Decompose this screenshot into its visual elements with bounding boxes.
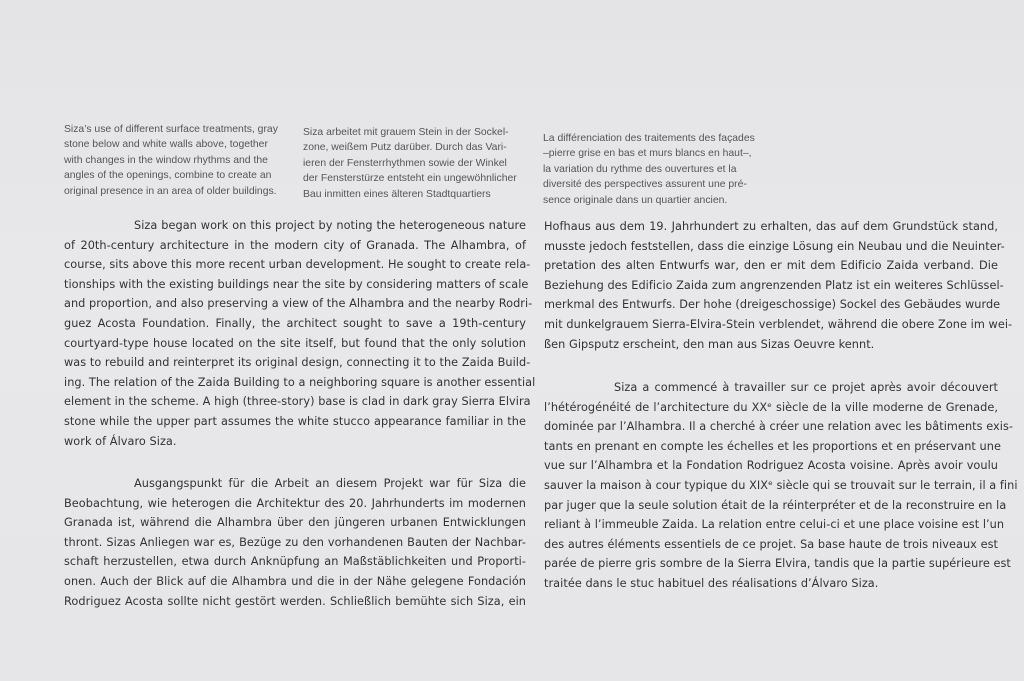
body-line: reliant à l’immeuble Zaida. La relation entre celui-ci et une place voisine est l’un xyxy=(544,518,1005,532)
body-line: courtyard-type house located on the site itself, but found that the only solution xyxy=(64,336,526,350)
body-line: par juger que la seule solution était de la réinterpréter et de la reconstruire en la xyxy=(544,498,1007,512)
caption-line: with changes in the window rhythms and the xyxy=(64,154,268,166)
body-line: vue sur l’Alhambra et la Fondation Rodriguez Acosta voisine. Après avoir voulu xyxy=(544,459,998,473)
body-line: course, sits above this more recent urban development. He sought to create rela- xyxy=(64,258,531,272)
body-line: tionships with the existing buildings near the site by considering matters of scale xyxy=(64,277,529,291)
body-german-part1 xyxy=(64,474,526,611)
caption-english xyxy=(64,122,296,199)
body-line: ßen Gipsputz erscheint, den man aus Sizas Oeuvre kennt. xyxy=(544,337,875,351)
caption-line: la variation du rythme des ouvertures et la xyxy=(543,163,737,175)
body-line: des autres éléments essentiels de ce projet. Sa base haute de trois niveaux est xyxy=(544,537,998,551)
body-line: Hofhaus aus dem 19. Jahrhundert zu erhalten, das auf dem Grundstück stand, xyxy=(544,220,998,233)
body-line: sauver la maison à cour typique du XIXᵉ siècle qui se trouvait sur le terrain, il a fini xyxy=(544,478,1018,492)
caption-line: der Fensterstürze entsteht ein ungewöhnlicher xyxy=(303,173,517,185)
caption-line: angles of the openings, combine to create an xyxy=(64,170,272,182)
caption-german xyxy=(303,125,531,202)
body-line: and proportion, and also preserving a view of the Alhambra and the nearby Rodri- xyxy=(64,297,533,311)
caption-french xyxy=(543,131,773,208)
body-line: stone while the upper part assumes the white stucco appearance familiar in the xyxy=(64,414,526,428)
body-line: l’hétérogénéité de l’architecture du XXᵉ siècle de la ville moderne de Grenade, xyxy=(544,400,998,414)
body-line: dominée par l’Alhambra. Il a cherché à créer une relation avec les bâtiments exis- xyxy=(544,420,1014,434)
caption-line: Siza arbeitet mit grauem Stein in der Sockel- xyxy=(303,127,509,138)
body-line: was to rebuild and reinterpret its original design, connecting it to the Zaida Build- xyxy=(64,356,531,370)
body-line: pretation des alten Entwurfs war, den er mit dem Edificio Zaida verband. Die xyxy=(544,259,998,273)
body-line: mit dunkelgrauem Sierra-Elvira-Stein verblendet, während die obere Zone im wei- xyxy=(544,317,1013,331)
body-line: Siza began work on this project by noting the heterogeneous nature xyxy=(134,219,526,232)
body-line: thront. Sizas Anliegen war es, Bezüge zu den vorhandenen Bauten der Nachbar- xyxy=(64,535,526,549)
body-line: Siza a commencé à travailler sur ce projet après avoir découvert xyxy=(614,381,998,394)
body-line: guez Acosta Foundation. Finally, the architect sought to save a 19th-century xyxy=(64,316,526,330)
body-line: tants en prenant en compte les échelles et les proportions et en préservant une xyxy=(544,439,1001,453)
body-line: work of Álvaro Siza. xyxy=(64,434,177,448)
caption-line: Siza’s use of different surface treatments, gray xyxy=(64,124,278,135)
caption-line: La différenciation des traitements des façades xyxy=(543,133,755,144)
body-line: parée de pierre gris sombre de la Sierra Elvira, tandis que la partie supérieure est xyxy=(544,557,1011,571)
caption-line: sence originale dans un quartier ancien. xyxy=(543,194,728,206)
body-line: of 20th-century architecture in the modern city of Granada. The Alhambra, of xyxy=(64,238,526,252)
body-german-part2 xyxy=(544,217,1013,354)
body-line: Beobachtung, wie heterogen die Architektur des 20. Jahrhunderts im modernen xyxy=(64,496,526,510)
caption-line: –pierre grise en bas et murs blancs en haut–, xyxy=(543,148,752,160)
body-english xyxy=(64,216,536,451)
caption-line: ieren der Fensterrhythmen sowie der Winkel xyxy=(303,157,507,169)
body-line: Granada ist, während die Alhambra über den jüngeren urbanen Entwicklungen xyxy=(64,516,526,530)
body-line: onen. Auch der Blick auf die Alhambra und die in der Nähe gelegene Fondación xyxy=(64,574,526,588)
body-line: traitée dans le stuc habituel des réalisations d’Álvaro Siza. xyxy=(544,576,879,590)
body-line: element in the scheme. A high (three-story) base is clad in dark gray Sierra Elvira xyxy=(64,395,531,409)
body-line: schaft herzustellen, etwa durch Anknüpfung an Maßstäblichkeiten und Proporti- xyxy=(64,555,526,569)
body-line: ing. The relation of the Zaida Building to a neighboring square is another essential xyxy=(64,375,536,389)
body-line: Rodriguez Acosta sollte nicht gestört werden. Schließlich bemühte sich Siza, ein xyxy=(64,594,526,608)
caption-line: diversité des perspectives assurent une pré- xyxy=(543,179,747,191)
caption-line: Bau inmitten eines älteren Stadtquartiers xyxy=(303,188,491,200)
body-french xyxy=(544,378,1018,594)
body-line: Beziehung des Edificio Zaida zum angrenzenden Platz ist ein weiteres Schlüssel- xyxy=(544,278,1004,292)
caption-line: stone below and white walls above, together xyxy=(64,139,268,151)
body-line: Ausgangspunkt für die Arbeit an diesem Projekt war für Siza die xyxy=(134,477,526,490)
body-line: musste jedoch feststellen, dass die einzige Lösung ein Neubau und die Neuinter- xyxy=(544,239,1005,253)
caption-line: original presence in an area of older buildings. xyxy=(64,185,277,197)
caption-line: zone, weißem Putz darüber. Durch das Vari- xyxy=(303,142,507,154)
body-line: merkmal des Entwurfs. Der hohe (dreigeschossige) Sockel des Gebäudes wurde xyxy=(544,298,1001,312)
